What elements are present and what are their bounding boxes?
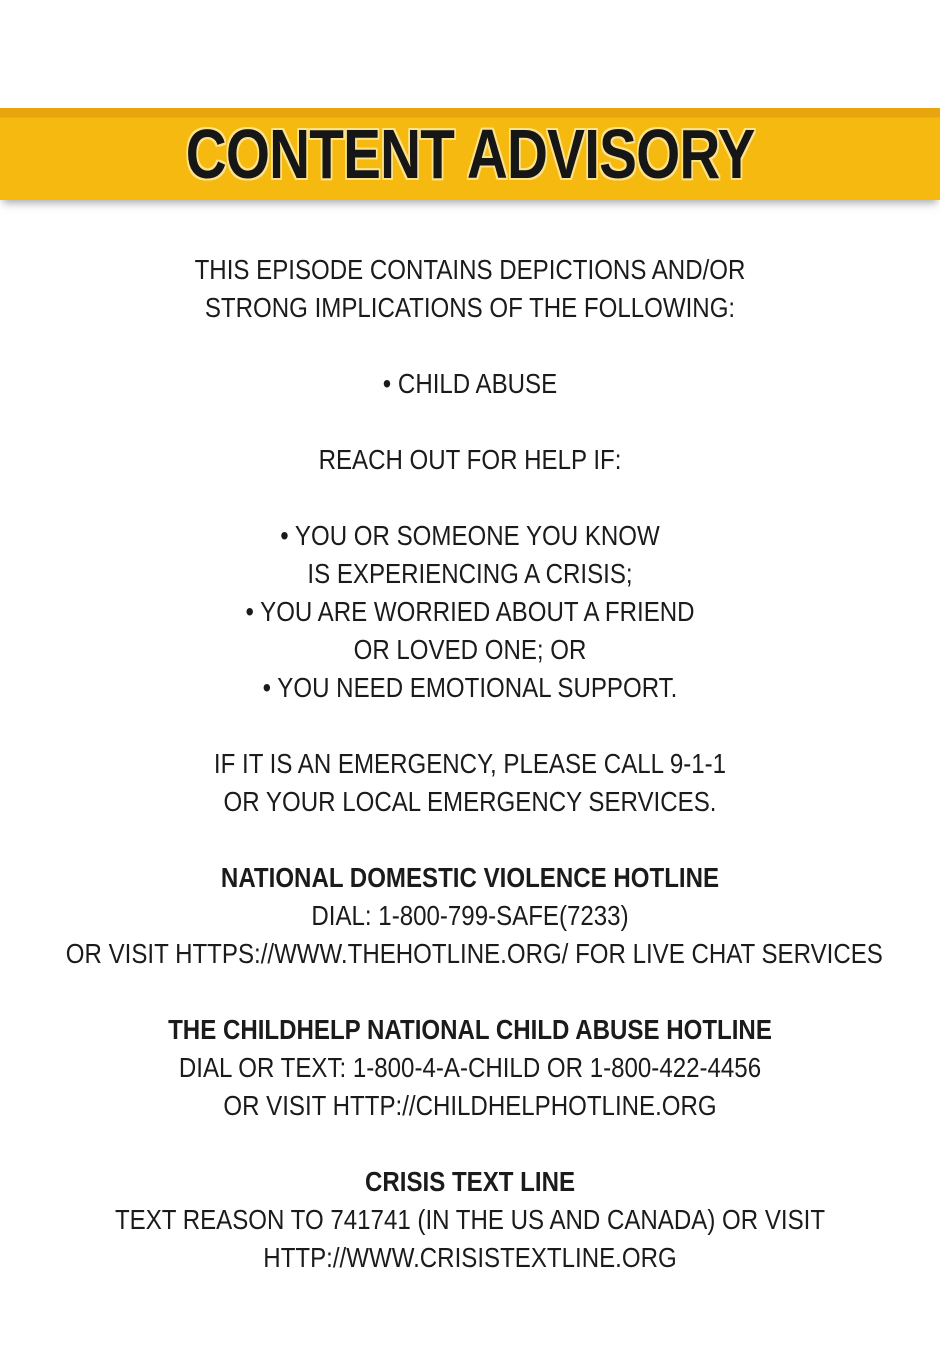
advisory-line: STRONG IMPLICATIONS OF THE FOLLOWING:	[204, 292, 736, 323]
advisory-line	[66, 479, 874, 517]
advisory-line	[66, 327, 874, 365]
advisory-heading-line: THE CHILDHELP NATIONAL CHILD ABUSE HOTLINE	[168, 1014, 772, 1045]
advisory-line: OR YOUR LOCAL EMERGENCY SERVICES.	[223, 786, 717, 817]
advisory-body-text	[0, 251, 940, 1277]
advisory-heading-line: NATIONAL DOMESTIC VIOLENCE HOTLINE	[220, 862, 720, 893]
advisory-line: OR VISIT HTTP://CHILDHELPHOTLINE.ORG	[223, 1090, 717, 1121]
advisory-line: • YOU ARE WORRIED ABOUT A FRIEND	[245, 596, 695, 627]
advisory-line	[66, 1125, 874, 1163]
advisory-line: OR VISIT HTTPS://WWW.THEHOTLINE.ORG/ FOR LIVE CHAT SERVICES	[65, 938, 883, 969]
advisory-line: IF IT IS AN EMERGENCY, PLEASE CALL 9-1-1	[213, 748, 727, 779]
advisory-line: • CHILD ABUSE	[382, 368, 558, 399]
advisory-line: OR LOVED ONE; OR	[353, 634, 587, 665]
advisory-line	[66, 821, 874, 859]
advisory-banner	[0, 108, 940, 200]
advisory-line: REACH OUT FOR HELP IF:	[318, 444, 622, 475]
advisory-heading-line: CRISIS TEXT LINE	[364, 1166, 576, 1197]
advisory-line: • YOU OR SOMEONE YOU KNOW	[280, 520, 660, 551]
advisory-line: • YOU NEED EMOTIONAL SUPPORT.	[262, 672, 678, 703]
advisory-line	[66, 973, 874, 1011]
advisory-banner-title: CONTENT ADVISORY	[185, 115, 755, 193]
advisory-line: IS EXPERIENCING A CRISIS;	[307, 558, 633, 589]
advisory-line: TEXT REASON TO 741741 (IN THE US AND CANADA) OR VISIT	[114, 1204, 826, 1235]
advisory-line: THIS EPISODE CONTAINS DEPICTIONS AND/OR	[194, 254, 746, 285]
advisory-line	[66, 403, 874, 441]
advisory-line: HTTP://WWW.CRISISTEXTLINE.ORG	[263, 1242, 677, 1273]
advisory-line: DIAL: 1-800-799-SAFE(7233)	[311, 900, 629, 931]
advisory-line	[66, 707, 874, 745]
advisory-line: DIAL OR TEXT: 1-800-4-A-CHILD OR 1-800-422-4456	[178, 1052, 762, 1083]
